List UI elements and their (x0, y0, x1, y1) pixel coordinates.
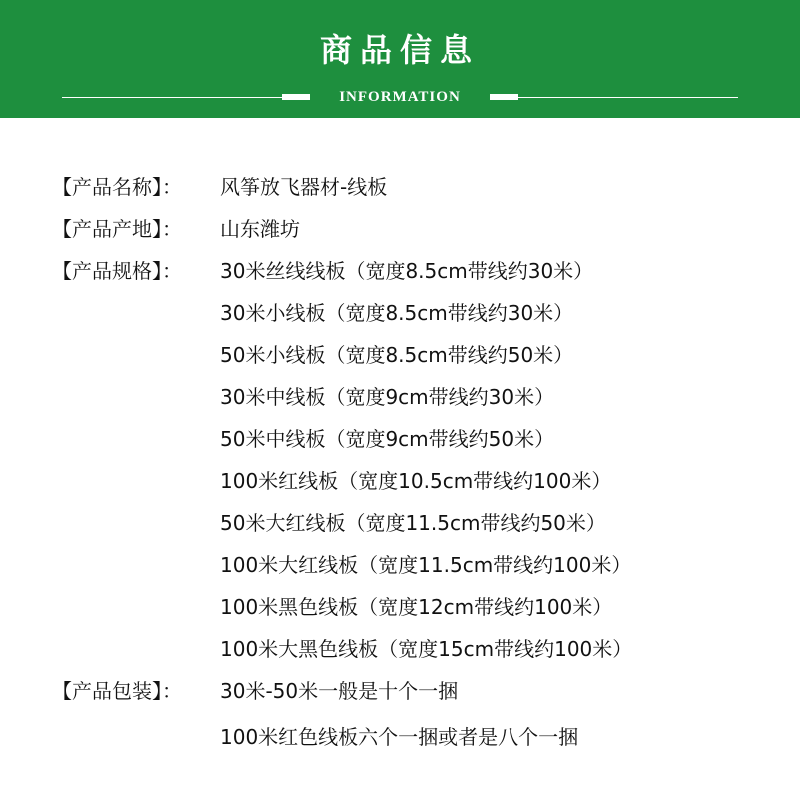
header-rule-right (518, 97, 738, 98)
info-row-spec (52, 374, 772, 416)
info-row-spec (52, 500, 772, 542)
info-row-packaging (52, 714, 772, 756)
info-value: 100米大红线板（宽度11.5cm带线约100米） (220, 552, 632, 577)
info-row-spec (52, 626, 772, 668)
info-value: 风筝放飞器材-线板 (220, 174, 388, 199)
info-label: 【产品名称】： (52, 174, 182, 199)
product-info-list (52, 164, 772, 756)
header-rule-bar-right (490, 94, 518, 100)
header-banner (0, 0, 800, 118)
header-rule-left (62, 97, 282, 98)
info-value: 50米中线板（宽度9cm带线约50米） (220, 426, 555, 451)
info-label: 【产品包装】： (52, 678, 182, 703)
info-row-spec (52, 416, 772, 458)
info-label: 【产品规格】： (52, 258, 182, 283)
header-subtitle: INFORMATION (339, 89, 461, 105)
info-value: 山东潍坊 (220, 216, 300, 241)
info-value: 30米中线板（宽度9cm带线约30米） (220, 384, 555, 409)
info-row-spec (52, 584, 772, 626)
info-value: 100米大黑色线板（宽度15cm带线约100米） (220, 636, 633, 661)
info-row-spec (52, 542, 772, 584)
info-value: 100米红线板（宽度10.5cm带线约100米） (220, 468, 612, 493)
info-value: 30米小线板（宽度8.5cm带线约30米） (220, 300, 574, 325)
info-row-name (52, 164, 772, 206)
info-row-spec (52, 290, 772, 332)
info-value: 50米小线板（宽度8.5cm带线约50米） (220, 342, 574, 367)
info-label: 【产品产地】： (52, 216, 182, 241)
info-row-origin (52, 206, 772, 248)
info-value: 50米大红线板（宽度11.5cm带线约50米） (220, 510, 606, 535)
info-value: 30米-50米一般是十个一捆 (220, 678, 459, 703)
info-value: 100米黑色线板（宽度12cm带线约100米） (220, 594, 613, 619)
info-value: 100米红色线板六个一捆或者是八个一捆 (220, 724, 579, 749)
info-row-packaging (52, 668, 772, 710)
header-title: 商品信息 (319, 31, 480, 69)
info-row-spec (52, 458, 772, 500)
info-value: 30米丝线线板（宽度8.5cm带线约30米） (220, 258, 594, 283)
info-row-spec (52, 248, 772, 290)
info-row-spec (52, 332, 772, 374)
